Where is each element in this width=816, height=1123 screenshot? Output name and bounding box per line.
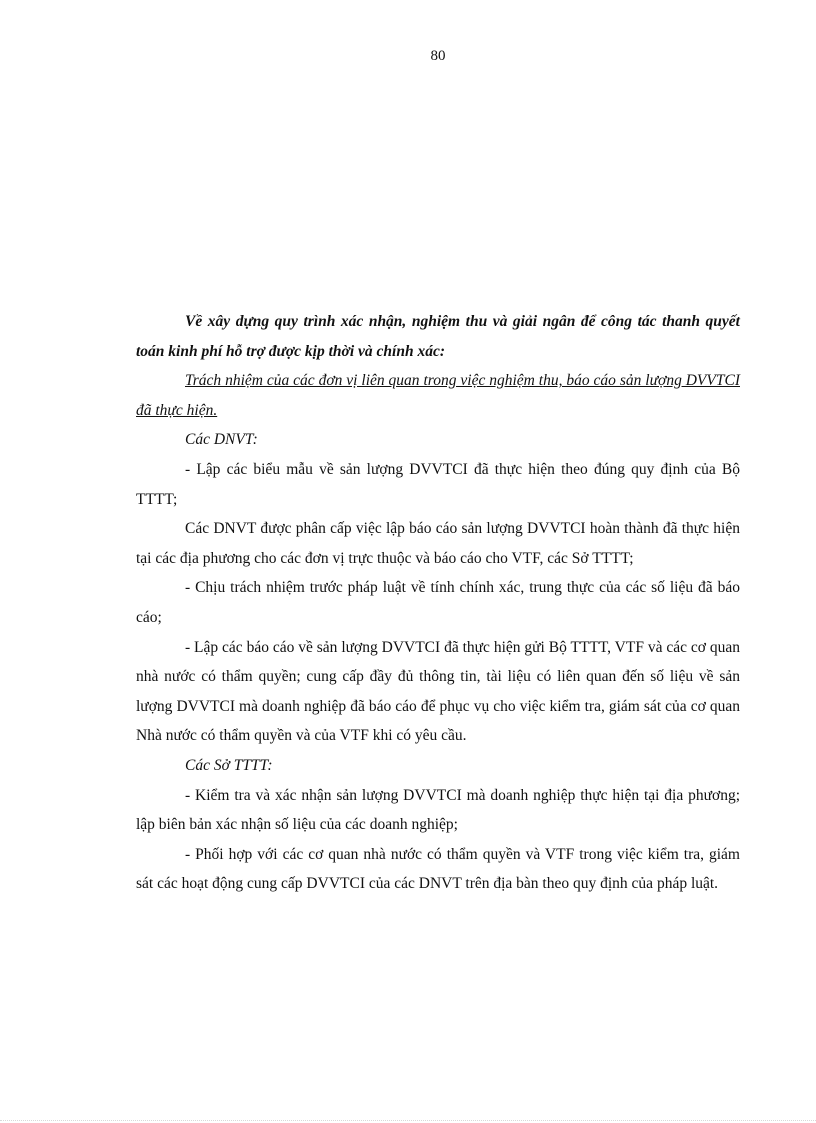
page-number: 80 <box>430 48 446 64</box>
dnvt-label: Các DNVT: <box>185 431 258 449</box>
dnvt-item-3: - Chịu trách nhiệm trước pháp luật về tính chính xác, trung thực của các số liệu đã báo cáo; <box>136 579 740 626</box>
section-heading: Về xây dựng quy trình xác nhận, nghiệm thu và giải ngân để công tác thanh quyết toán kinh phí hỗ trợ được kịp thời và chính xác: <box>136 313 740 360</box>
so-item-1: - Kiểm tra và xác nhận sản lượng DVVTCI mà doanh nghiệp thực hiện tại địa phương; lập biên bản xác nhận số liệu của các doanh nghiệp; <box>136 786 740 834</box>
dnvt-item-1: - Lập các biểu mẫu về sản lượng DVVTCI đã thực hiện theo đúng quy định của Bộ TTTT; <box>136 460 740 508</box>
dnvt-item-2: Các DNVT được phân cấp việc lập báo cáo sản lượng DVVTCI hoàn thành đã thực hiện tại các địa phương cho các đơn vị trực thuộc và báo cáo cho VTF, các Sở TTTT; <box>136 520 740 567</box>
section-subheading: Trách nhiệm của các đơn vị liên quan trong việc nghiệm thu, báo cáo sản lượng DVVTCI đã thực hiện. <box>136 372 740 419</box>
page-bottom-divider <box>0 1120 816 1121</box>
dnvt-item-4: - Lập các báo cáo về sản lượng DVVTCI đã thực hiện gửi Bộ TTTT, VTF và các cơ quan nhà nước có thẩm quyền; cung cấp đầy đủ thông tin, tài liệu có liên quan đến số liệu về sản lượng DVVTCI mà doanh nghiệp đã báo cáo để phục vụ cho việc kiểm tra, giám sát của cơ quan Nhà nước có thẩm quyền và của VTF khi có yêu cầu. <box>136 638 740 745</box>
document-body <box>136 307 740 899</box>
so-item-2: - Phối hợp với các cơ quan nhà nước có thẩm quyền và VTF trong việc kiểm tra, giám sát các hoạt động cung cấp DVVTCI của các DNVT trên địa bàn theo quy định của pháp luật. <box>136 845 740 893</box>
so-label: Các Sở TTTT: <box>185 756 273 774</box>
